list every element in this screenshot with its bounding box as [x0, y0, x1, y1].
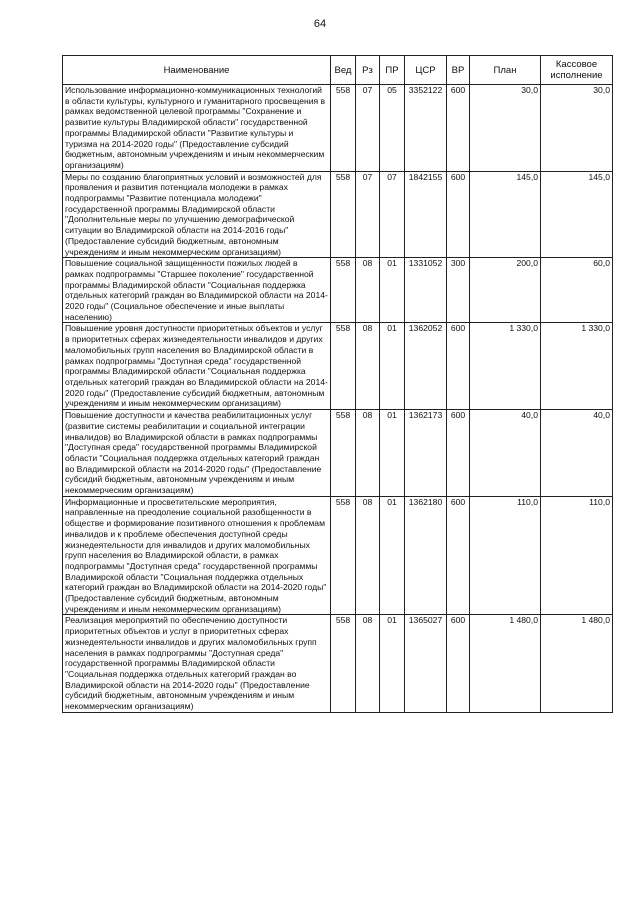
row-csr: 1362173 — [405, 410, 447, 497]
header-name: Наименование — [63, 56, 331, 85]
row-kas: 30,0 — [541, 85, 613, 172]
row-csr: 1362180 — [405, 496, 447, 615]
row-ved: 558 — [331, 615, 356, 712]
row-name: Повышение уровня доступности приоритетных объектов и услуг в приоритетных сферах жизнедеятельности инвалидов и других маломобильных групп населения во Владимирской области в рамках подпрограммы "Доступная среда" государственной программы Владимирской области "Социальная поддержка отдельных категорий граждан во Владимирской области на 2014-2020 годы" (Предоставление субсидий бюджетным, автономным учреждениям и иным некоммерческим организациям) — [63, 323, 331, 410]
budget-table — [62, 55, 613, 713]
row-vr: 600 — [447, 496, 470, 615]
table-header-row — [63, 56, 613, 85]
row-rz: 08 — [356, 410, 380, 497]
row-plan: 110,0 — [470, 496, 541, 615]
row-vr: 600 — [447, 171, 470, 258]
header-rz: Рз — [356, 56, 380, 85]
row-ved: 558 — [331, 410, 356, 497]
row-rz: 08 — [356, 258, 380, 323]
row-csr: 1331052 — [405, 258, 447, 323]
row-rz: 07 — [356, 85, 380, 172]
row-name: Повышение доступности и качества реабилитационных услуг (развитие системы реабилитации и социальной интеграции инвалидов) во Владимирской области в рамках подпрограммы "Доступная среда" государственной программы Владимирской области "Социальная поддержка отдельных категорий граждан во Владимирской области на 2014-2020 годы" (Предоставление субсидий бюджетным, автономным учреждениям и иным некоммерческим организациям) — [63, 410, 331, 497]
row-ved: 558 — [331, 85, 356, 172]
row-plan: 40,0 — [470, 410, 541, 497]
row-pr: 01 — [380, 615, 405, 712]
row-vr: 300 — [447, 258, 470, 323]
row-rz: 07 — [356, 171, 380, 258]
row-pr: 07 — [380, 171, 405, 258]
row-ved: 558 — [331, 496, 356, 615]
header-vr: ВР — [447, 56, 470, 85]
row-csr: 3352122 — [405, 85, 447, 172]
row-plan: 145,0 — [470, 171, 541, 258]
row-plan: 1 480,0 — [470, 615, 541, 712]
row-kas: 1 480,0 — [541, 615, 613, 712]
row-plan: 200,0 — [470, 258, 541, 323]
row-rz: 08 — [356, 323, 380, 410]
header-kas: Кассовое исполнение — [541, 56, 613, 85]
row-kas: 40,0 — [541, 410, 613, 497]
row-rz: 08 — [356, 615, 380, 712]
table-row — [63, 496, 613, 615]
page-number: 64 — [313, 18, 327, 30]
row-name: Использование информационно-коммуникационных технологий в области культуры, культурного и гуманитарного просвещения в рамках ведомственной целевой программы "Сохранение и развитие культуры Владимирской области" государственной программы Владимирской области "Развитие культуры и туризма на 2014-2020 годы" (Предоставление субсидий бюджетным, автономным учреждениям и иным некоммерческим организациям) — [63, 85, 331, 172]
row-pr: 01 — [380, 323, 405, 410]
row-name: Информационные и просветительские мероприятия, направленные на преодоление социальной разобщенности в обществе и формирование позитивного отношения к проблемам инвалидов и к проблеме обеспечения доступной среды жизнедеятельности для инвалидов и других маломобильных групп населения во Владимирской области, в рамках подпрограммы "Доступная среда" государственной программы Владимирской области "Социальная поддержка отдельных категорий граждан во Владимирской области на 2014-2020 годы" (Предоставление субсидий бюджетным, автономным учреждениям и иным некоммерческим организациям) — [63, 496, 331, 615]
row-kas: 60,0 — [541, 258, 613, 323]
header-ved: Вед — [331, 56, 356, 85]
row-name: Меры по созданию благоприятных условий и возможностей для проявления и развития потенциала молодежи в рамках подпрограммы "Развитие потенциала молодежи" государственной программы Владимирской области "Дополнительные меры по улучшению демографической ситуации во Владимирской области на 2014-2016 годы" (Предоставление субсидий бюджетным, автономным учреждениям и иным некоммерческим организациям) — [63, 171, 331, 258]
row-kas: 110,0 — [541, 496, 613, 615]
row-name: Реализация мероприятий по обеспечению доступности приоритетных объектов и услуг в приоритетных сферах жизнедеятельности инвалидов и других маломобильных групп населения в рамках подпрограммы "Доступная среда" государственной программы Владимирской области "Социальная поддержка отдельных категорий граждан во Владимирской области на 2014-2020 годы" (Предоставление субсидий бюджетным, автономным учреждениям и иным некоммерческим организациям) — [63, 615, 331, 712]
table-row — [63, 258, 613, 323]
header-pr: ПР — [380, 56, 405, 85]
row-vr: 600 — [447, 410, 470, 497]
row-name: Повышение социальной защищенности пожилых людей в рамках подпрограммы "Старшее поколение" государственной программы Владимирской области "Социальная поддержка отдельных категорий граждан во Владимирской области на 2014-2020 годы" (Социальное обеспечение и иные выплаты населению) — [63, 258, 331, 323]
row-csr: 1362052 — [405, 323, 447, 410]
row-csr: 1365027 — [405, 615, 447, 712]
row-ved: 558 — [331, 323, 356, 410]
header-csr: ЦСР — [405, 56, 447, 85]
row-plan: 1 330,0 — [470, 323, 541, 410]
row-pr: 05 — [380, 85, 405, 172]
row-vr: 600 — [447, 323, 470, 410]
row-ved: 558 — [331, 171, 356, 258]
table-row — [63, 323, 613, 410]
header-plan: План — [470, 56, 541, 85]
row-vr: 600 — [447, 85, 470, 172]
row-vr: 600 — [447, 615, 470, 712]
row-ved: 558 — [331, 258, 356, 323]
row-pr: 01 — [380, 496, 405, 615]
table-row — [63, 85, 613, 172]
table-row — [63, 410, 613, 497]
row-plan: 30,0 — [470, 85, 541, 172]
row-pr: 01 — [380, 410, 405, 497]
table-row — [63, 171, 613, 258]
row-csr: 1842155 — [405, 171, 447, 258]
row-rz: 08 — [356, 496, 380, 615]
row-pr: 01 — [380, 258, 405, 323]
row-kas: 145,0 — [541, 171, 613, 258]
table-row — [63, 615, 613, 712]
row-kas: 1 330,0 — [541, 323, 613, 410]
